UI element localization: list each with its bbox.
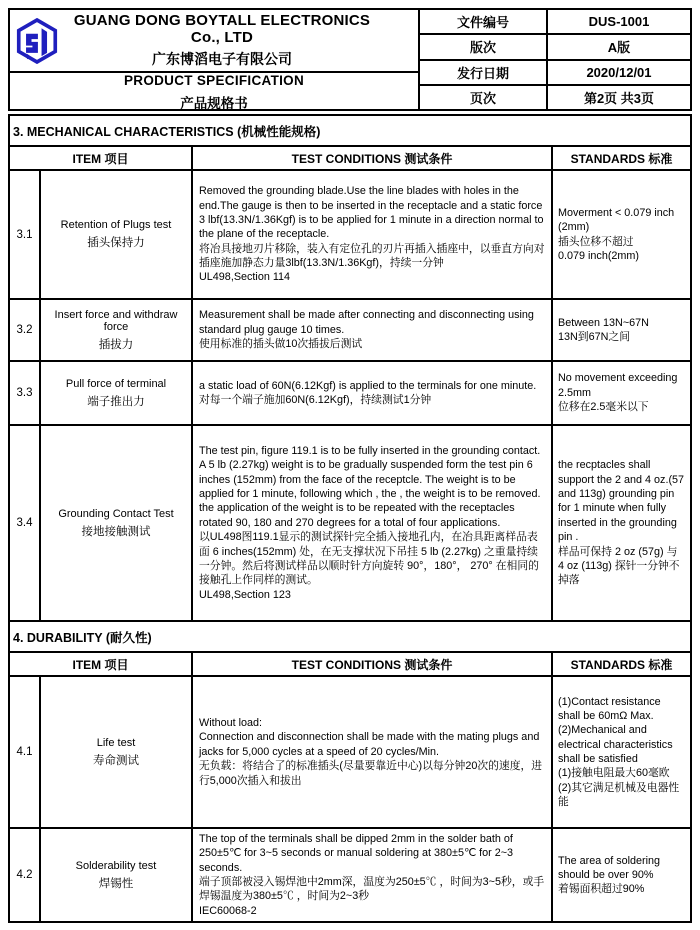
company-logo-icon: [14, 18, 60, 64]
item-name-en: Life test: [96, 736, 136, 749]
standards-cell: [552, 170, 690, 299]
conditions-paragraph: 对每一个端子施加60N(6.12Kgf)，持续测试1分钟: [199, 394, 432, 406]
standards-paragraph: (1)Contact resistance shall be 60mΩ Max.: [558, 695, 661, 722]
item-name-cn: 焊锡性: [98, 877, 134, 890]
spec-row-3-3: [10, 361, 690, 425]
item-cell: [40, 828, 192, 921]
row-number: 3.4: [10, 425, 40, 620]
standards-paragraph: 插头位移不超过: [558, 235, 634, 248]
conditions-paragraph: UL498,Section 114: [199, 271, 291, 284]
doc-title-cn: 产品规格书: [180, 96, 248, 111]
spec-content: [8, 114, 692, 923]
standards-paragraph: 位移在2.5毫米以下: [558, 401, 649, 414]
spec-row-4-2: [10, 828, 690, 921]
item-name-cn: 寿命测试: [93, 754, 139, 767]
standards-cell: [552, 828, 690, 921]
meta-value: 2020/12/01: [586, 64, 652, 80]
durability-table: [10, 653, 690, 921]
meta-value: A版: [607, 40, 631, 56]
standards-paragraph: 样品可保持 2 oz (57g) 与 4 oz (113g) 探针一分钟不掉落: [558, 545, 680, 587]
standards-cell: [552, 361, 690, 425]
section-title-durability: 4. DURABILITY (耐久性): [10, 620, 690, 653]
company-row: [10, 10, 418, 73]
meta-value: 第2页 共3页: [583, 90, 655, 106]
meta-row-revision: [420, 35, 690, 60]
item-name-en: Solderability test: [75, 859, 157, 872]
table-header-row: [10, 147, 690, 170]
standards-cell: [552, 425, 690, 620]
test-conditions-cell: [192, 299, 552, 361]
item-name-cn: 插头保持力: [87, 237, 145, 249]
item-cell: [40, 170, 192, 299]
test-conditions-cell: [192, 170, 552, 299]
column-header-standards: STANDARDS 标准: [552, 653, 690, 676]
meta-row-issue-date: [420, 61, 690, 86]
item-cell: [40, 425, 192, 620]
standards-paragraph: (2)其它满足机械及电器性能: [558, 781, 680, 809]
meta-label: 页次: [420, 86, 548, 109]
test-conditions-cell: [192, 425, 552, 620]
standards-paragraph: Between 13N~67N: [558, 316, 649, 329]
meta-label: 文件编号: [420, 10, 548, 33]
conditions-paragraph: Removed the grounding blade.Use the line blades with holes in the end.The gauge is then to be inserted in the receptacle and a static force 3 lbf(13.3N/1.36Kgf) is to be applied for 1 minute in a direction normal to the plane of the receptacle.: [199, 185, 544, 241]
row-number: 3.2: [10, 299, 40, 361]
meta-row-page: [420, 86, 690, 109]
conditions-paragraph: Without load:: [199, 717, 263, 730]
item-cell: [40, 299, 192, 361]
conditions-paragraph: IEC60068-2: [199, 904, 257, 917]
item-name-cn: 接地接触测试: [81, 525, 151, 538]
conditions-paragraph: 将冶具接地刃片移除，装入有定位孔的刃片再插入插座中，以垂直方向对插座施加静态力量3lbf(13.3N/1.36Kgf)，持续一分钟: [199, 242, 545, 270]
conditions-paragraph: The top of the terminals shall be dipped 2mm in the solder bath of 250±5℃ for 3~5 seconds or manual soldering at 380±5℃ for 2~3 seconds.: [199, 833, 514, 874]
conditions-paragraph: 无负载：将结合了的标准插头(尽量要靠近中心)以每分钟20次的速度，进行5,000次插入和拔出: [199, 760, 543, 787]
item-cell: [40, 676, 192, 828]
table-header-row: [10, 653, 690, 676]
row-number: 3.3: [10, 361, 40, 425]
meta-value: DUS-1001: [588, 14, 650, 30]
company-name-cn: 广东博滔电子有限公司: [152, 51, 292, 67]
item-name-en: Pull force of terminal: [65, 377, 167, 390]
conditions-paragraph: a static load of 60N(6.12Kgf) is applied to the terminals for one minute.: [199, 379, 537, 392]
spec-row-3-4: [10, 425, 690, 620]
conditions-paragraph: Measurement shall be made after connecting and disconnecting using standard plug gauge 10 times.: [199, 309, 534, 336]
meta-label: 版次: [420, 35, 548, 58]
row-number: 3.1: [10, 170, 40, 299]
standards-cell: [552, 676, 690, 828]
item-name-en: Insert force and withdraw force: [54, 308, 178, 333]
mechanical-characteristics-table: [10, 147, 690, 620]
company-name-en: GUANG DONG BOYTALL ELECTRONICS Co., LTD: [73, 12, 371, 46]
row-number: 4.2: [10, 828, 40, 921]
standards-paragraph: No movement exceeding 2.5mm: [558, 372, 678, 399]
spec-row-3-1: [10, 170, 690, 299]
doc-title-row: [10, 73, 418, 112]
column-header-standards: STANDARDS 标准: [552, 147, 690, 170]
standards-cell: [552, 299, 690, 361]
spec-row-3-2: [10, 299, 690, 361]
conditions-paragraph: 使用标准的插头做10次插拔后测试: [199, 338, 363, 351]
standards-paragraph: the recptacles shall support the 2 and 4 oz.(57 and 113g) grounding pin for 1 minute when fully inserted in the grounding pin .: [558, 459, 685, 544]
column-header-conditions: TEST CONDITIONS 测试条件: [192, 147, 552, 170]
standards-paragraph: Moverment < 0.079 inch (2mm): [558, 206, 675, 234]
conditions-paragraph: The test pin, figure 119.1 is to be fully inserted in the grounding contact. A 5 lb (2.27kg) weight is to be gradually suspended form the test pin 6 inches (152mm) from the face of the receptcle. The weight is to be applied for 1 minute, following which , the , the weight is to be removed. the application of the weight is to be repeated with the receptacles rotated 90, 180 and 270 degrees for a total of four applications.: [199, 445, 541, 529]
test-conditions-cell: [192, 676, 552, 828]
doc-title-en: PRODUCT SPECIFICATION: [123, 73, 305, 88]
conditions-paragraph: 端子顶部被浸入锡焊池中2mm深，温度为250±5℃ ，时间为3~5秒，或手焊锡温度为380±5℃ ，时间为2~3秒: [199, 876, 545, 903]
item-cell: [40, 361, 192, 425]
standards-paragraph: 0.079 inch(2mm): [558, 249, 640, 262]
spec-row-4-1: [10, 676, 690, 828]
item-name-cn: 插拔力: [98, 338, 134, 351]
section-title-mechanical: 3. MECHANICAL CHARACTERISTICS (机械性能规格): [10, 116, 690, 147]
item-name-en: Retention of Plugs test: [60, 219, 172, 231]
conditions-paragraph: 以UL498图119.1显示的测试探针完全插入接地孔内，在冶具距离样品表面 6 inches(152mm) 处，在无支撑状况下吊挂 5 lb (2.27kg) 之重量持续一分钟。然后将测试样品以顺时针方向旋转 90°，180°， 270° 在相同的接触孔上作同样的测试。: [199, 531, 539, 587]
standards-paragraph: The area of soldering should be over 90%: [558, 854, 661, 881]
column-header-item: ITEM 项目: [10, 653, 192, 676]
test-conditions-cell: [192, 828, 552, 921]
document-header: [8, 8, 692, 111]
row-number: 4.1: [10, 676, 40, 828]
document-meta-table: [418, 10, 690, 109]
test-conditions-cell: [192, 361, 552, 425]
standards-paragraph: (1)接触电阻最大60毫欧: [558, 767, 670, 780]
header-left: [10, 10, 418, 109]
meta-label: 发行日期: [420, 61, 548, 84]
standards-paragraph: 着锡面积超过90%: [558, 883, 645, 896]
meta-row-doc-number: [420, 10, 690, 35]
item-name-en: Grounding Contact Test: [58, 507, 174, 520]
company-names: [60, 12, 414, 69]
column-header-item: ITEM 项目: [10, 147, 192, 170]
standards-paragraph: 13N到67N之间: [558, 331, 631, 343]
conditions-paragraph: UL498,Section 123: [199, 588, 291, 601]
item-name-cn: 端子推出力: [87, 395, 145, 408]
standards-paragraph: (2)Mechanical and electrical characteristics shall be satisfied: [558, 724, 673, 765]
column-header-conditions: TEST CONDITIONS 测试条件: [192, 653, 552, 676]
conditions-paragraph: Connection and disconnection shall be made with the mating plugs and jacks for 5,000 cycles at a speed of 20 cycles/Min.: [199, 731, 540, 758]
